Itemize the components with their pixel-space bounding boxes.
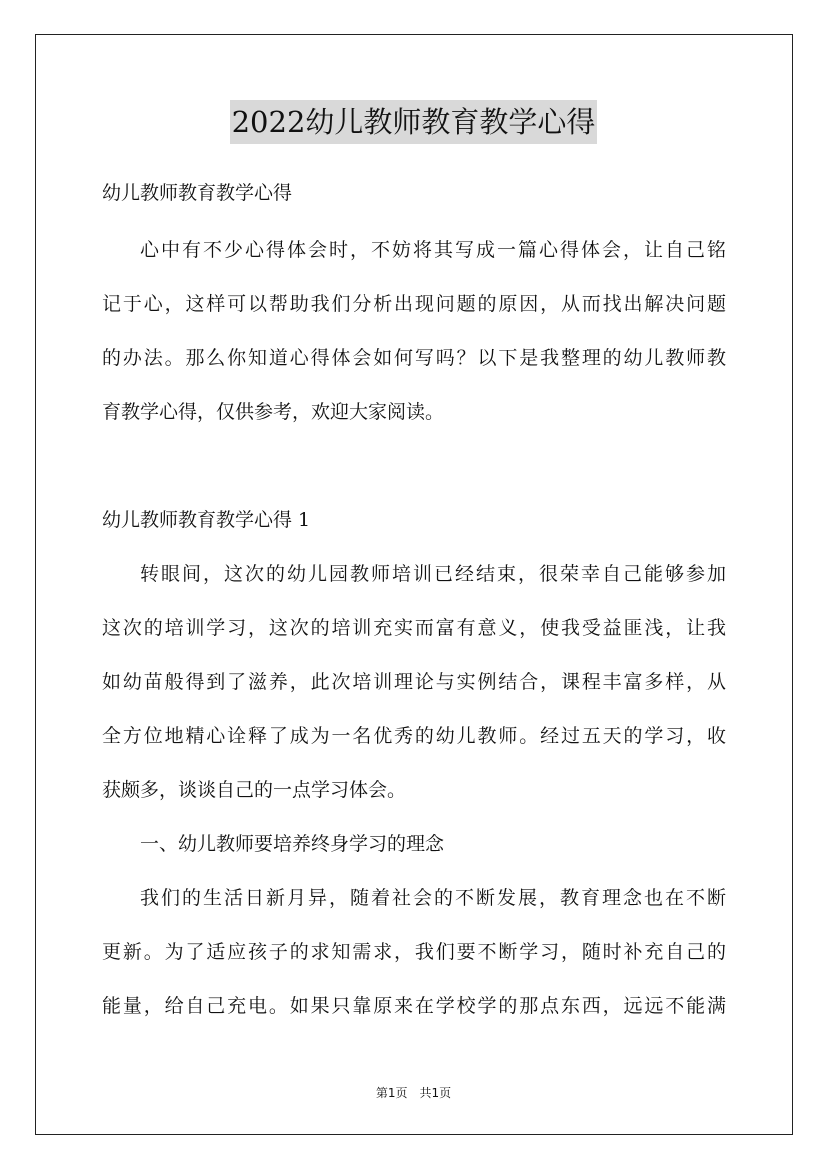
paragraph-line: 更新。为了适应孩子的求知需求，我们要不断学习，随时补充自己的 — [102, 941, 726, 963]
paragraph-line: 这次的培训学习，这次的培训充实而富有意义，使我受益匪浅，让我 — [102, 617, 726, 639]
paragraph-line: 如幼苗般得到了滋养，此次培训理论与实例结合，课程丰富多样，从 — [102, 671, 726, 693]
paragraph-line: 我们的生活日新月异，随着社会的不断发展，教育理念也在不断 — [140, 887, 726, 909]
title-container — [0, 100, 827, 144]
paragraph-line: 全方位地精心诠释了成为一名优秀的幼儿教师。经过五天的学习，收 — [102, 725, 726, 747]
section-heading: 幼儿教师教育教学心得 1 — [102, 509, 311, 531]
document-title: 2022幼儿教师教育教学心得 — [230, 100, 598, 144]
paragraph-line: 能量，给自己充电。如果只靠原来在学校学的那点东西，远远不能满 — [102, 995, 726, 1017]
page-footer: 第1页 共1页 — [375, 1086, 452, 1100]
paragraph-line: 获颇多，谈谈自己的一点学习体会。 — [102, 779, 407, 801]
paragraph-line: 转眼间，这次的幼儿园教师培训已经结束，很荣幸自己能够参加 — [140, 563, 726, 585]
paragraph-line: 记于心，这样可以帮助我们分析出现问题的原因，从而找出解决问题 — [102, 293, 726, 315]
subheading: 一、幼儿教师要培养终身学习的理念 — [140, 833, 445, 855]
paragraph-line: 心中有不少心得体会时，不妨将其写成一篇心得体会，让自己铭 — [140, 239, 726, 261]
paragraph-line: 的办法。那么你知道心得体会如何写吗？以下是我整理的幼儿教师教 — [102, 347, 726, 369]
subtitle: 幼儿教师教育教学心得 — [102, 182, 293, 204]
paragraph-line: 育教学心得，仅供参考，欢迎大家阅读。 — [102, 401, 445, 423]
